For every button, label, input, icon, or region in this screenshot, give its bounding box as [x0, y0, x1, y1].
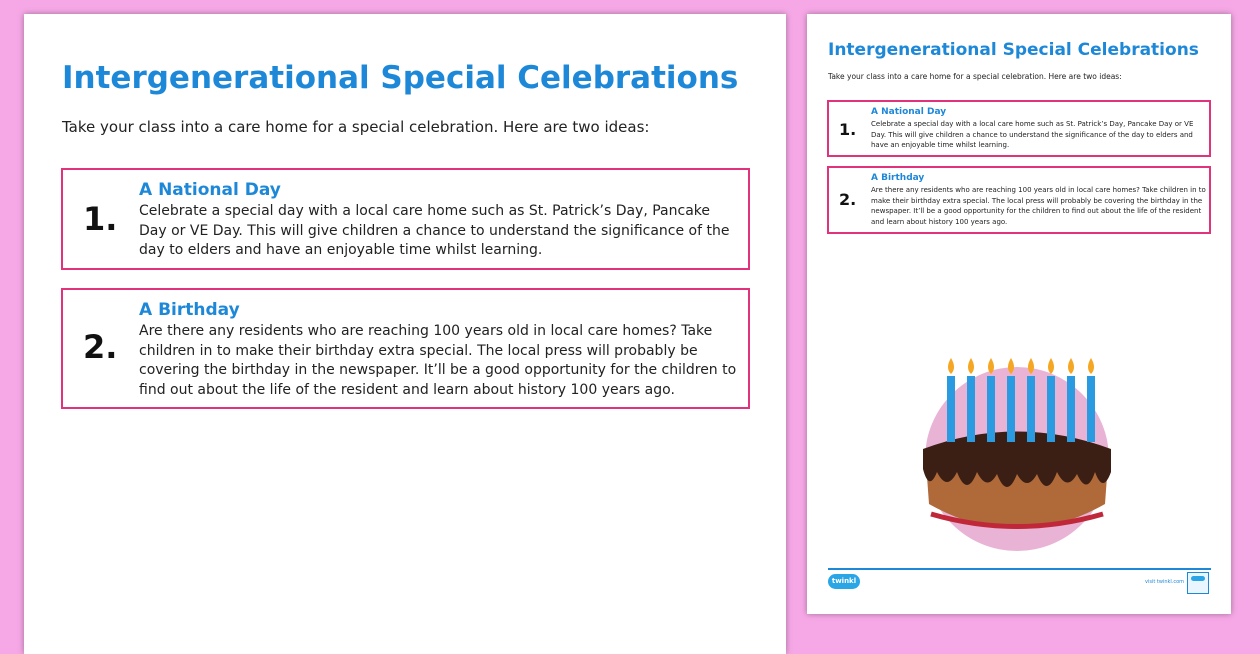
- page-title: Intergenerational Special Celebrations: [828, 40, 1199, 60]
- idea-number: 2.: [83, 328, 118, 366]
- candle: [1087, 376, 1095, 442]
- twinkl-logo: twinkl: [828, 574, 860, 589]
- candle-flame-icon: [948, 358, 954, 374]
- candle: [1027, 376, 1035, 442]
- candle: [1067, 376, 1075, 442]
- candle: [1047, 376, 1055, 442]
- candle-flame-icon: [1088, 358, 1094, 374]
- idea-body: Are there any residents who are reaching 100 years old in local care homes? Take children in to make their birthday extra special. The local press will probably be covering the birthday in the newspaper. It’ll be a good opportunity for the children to find out about the life of the resident and learn about history 100 years ago.: [871, 186, 1206, 226]
- idea-title: A National Day: [139, 180, 281, 200]
- birthday-cake-illustration: [917, 354, 1117, 554]
- candle: [947, 376, 955, 442]
- candle-flame-icon: [1068, 358, 1074, 374]
- candle: [967, 376, 975, 442]
- idea-box-birthday: [61, 288, 750, 409]
- intro-text: Take your class into a care home for a special celebration. Here are two ideas:: [828, 72, 1122, 81]
- idea-title: A Birthday: [139, 300, 240, 320]
- idea-box-national-day: [61, 168, 750, 270]
- idea-number: 2.: [839, 190, 857, 209]
- page-title: Intergenerational Special Celebrations: [62, 60, 739, 96]
- visit-link[interactable]: visit twinkl.com: [1145, 579, 1185, 585]
- idea-box-birthday: [827, 166, 1211, 234]
- idea-title: A National Day: [871, 107, 947, 117]
- idea-number: 1.: [839, 120, 857, 139]
- candle: [1007, 376, 1015, 442]
- idea-title: A Birthday: [871, 173, 925, 183]
- idea-body: Are there any residents who are reaching 100 years old in local care homes? Take children in to make their birthday extra special. The local press will probably be covering the birthday in the newspaper. It’ll be a good opportunity for the children to find out about the life of the resident and learn about history 100 years ago.: [139, 323, 737, 398]
- idea-box-national-day: [827, 100, 1211, 157]
- candle-flame-icon: [968, 358, 974, 374]
- intro-text: Take your class into a care home for a special celebration. Here are two ideas:: [62, 118, 650, 136]
- candle-flame-icon: [1048, 358, 1054, 374]
- idea-number: 1.: [83, 200, 118, 238]
- left-page: [24, 14, 786, 654]
- quality-badge-icon: [1187, 572, 1209, 594]
- idea-body: Celebrate a special day with a local care home such as St. Patrick’s Day, Pancake Day or VE Day. This will give children a chance to understand the significance of the day to elders and have an enjoyable time whilst learning.: [139, 203, 730, 258]
- idea-body: Celebrate a special day with a local care home such as St. Patrick’s Day, Pancake Day or VE Day. This will give children a chance to understand the significance of the day to elders and have an enjoyable time whilst learning.: [871, 120, 1194, 149]
- footer-divider: [828, 568, 1211, 570]
- right-page-preview: [807, 14, 1231, 614]
- candle: [987, 376, 995, 442]
